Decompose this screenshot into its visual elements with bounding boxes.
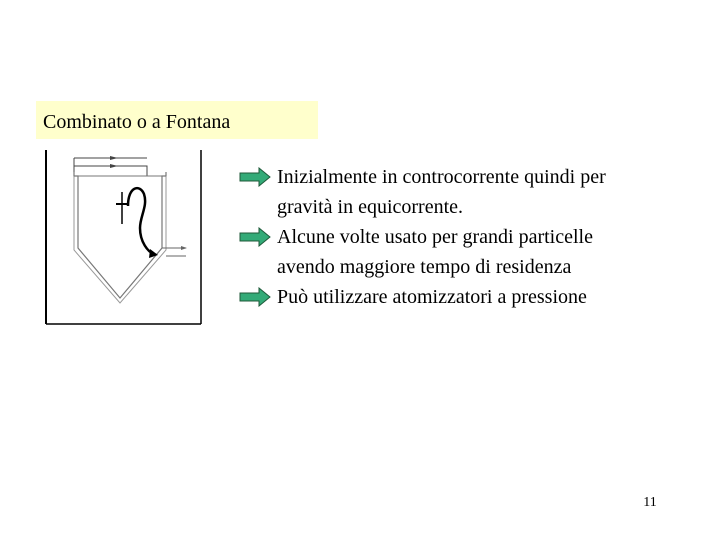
green-arrow-icon [239, 287, 271, 307]
bullet-item-1 [239, 162, 699, 222]
bullet-2-line-1: Alcune volte usato per grandi particelle [277, 226, 593, 248]
bullet-1-line-2: gravità in equicorrente. [277, 196, 464, 218]
page-number: 11 [643, 495, 657, 510]
green-arrow-icon [239, 227, 271, 247]
bullet-1-line-1: Inizialmente in controcorrente quindi per [277, 166, 606, 188]
fountain-spray-dryer-illustration [44, 148, 204, 326]
slide-title: Combinato o a Fontana [43, 111, 231, 133]
bullet-item-2 [239, 222, 699, 282]
green-arrow-icon [239, 167, 271, 187]
bullet-item-3 [239, 282, 699, 312]
spray-dryer-diagram [44, 148, 204, 326]
bullet-3-line-1: Può utilizzare atomizzatori a pressione [277, 286, 587, 308]
bullet-2-line-2: avendo maggiore tempo di residenza [277, 256, 572, 278]
bullet-list [239, 162, 699, 312]
slide-title-box [36, 101, 318, 139]
